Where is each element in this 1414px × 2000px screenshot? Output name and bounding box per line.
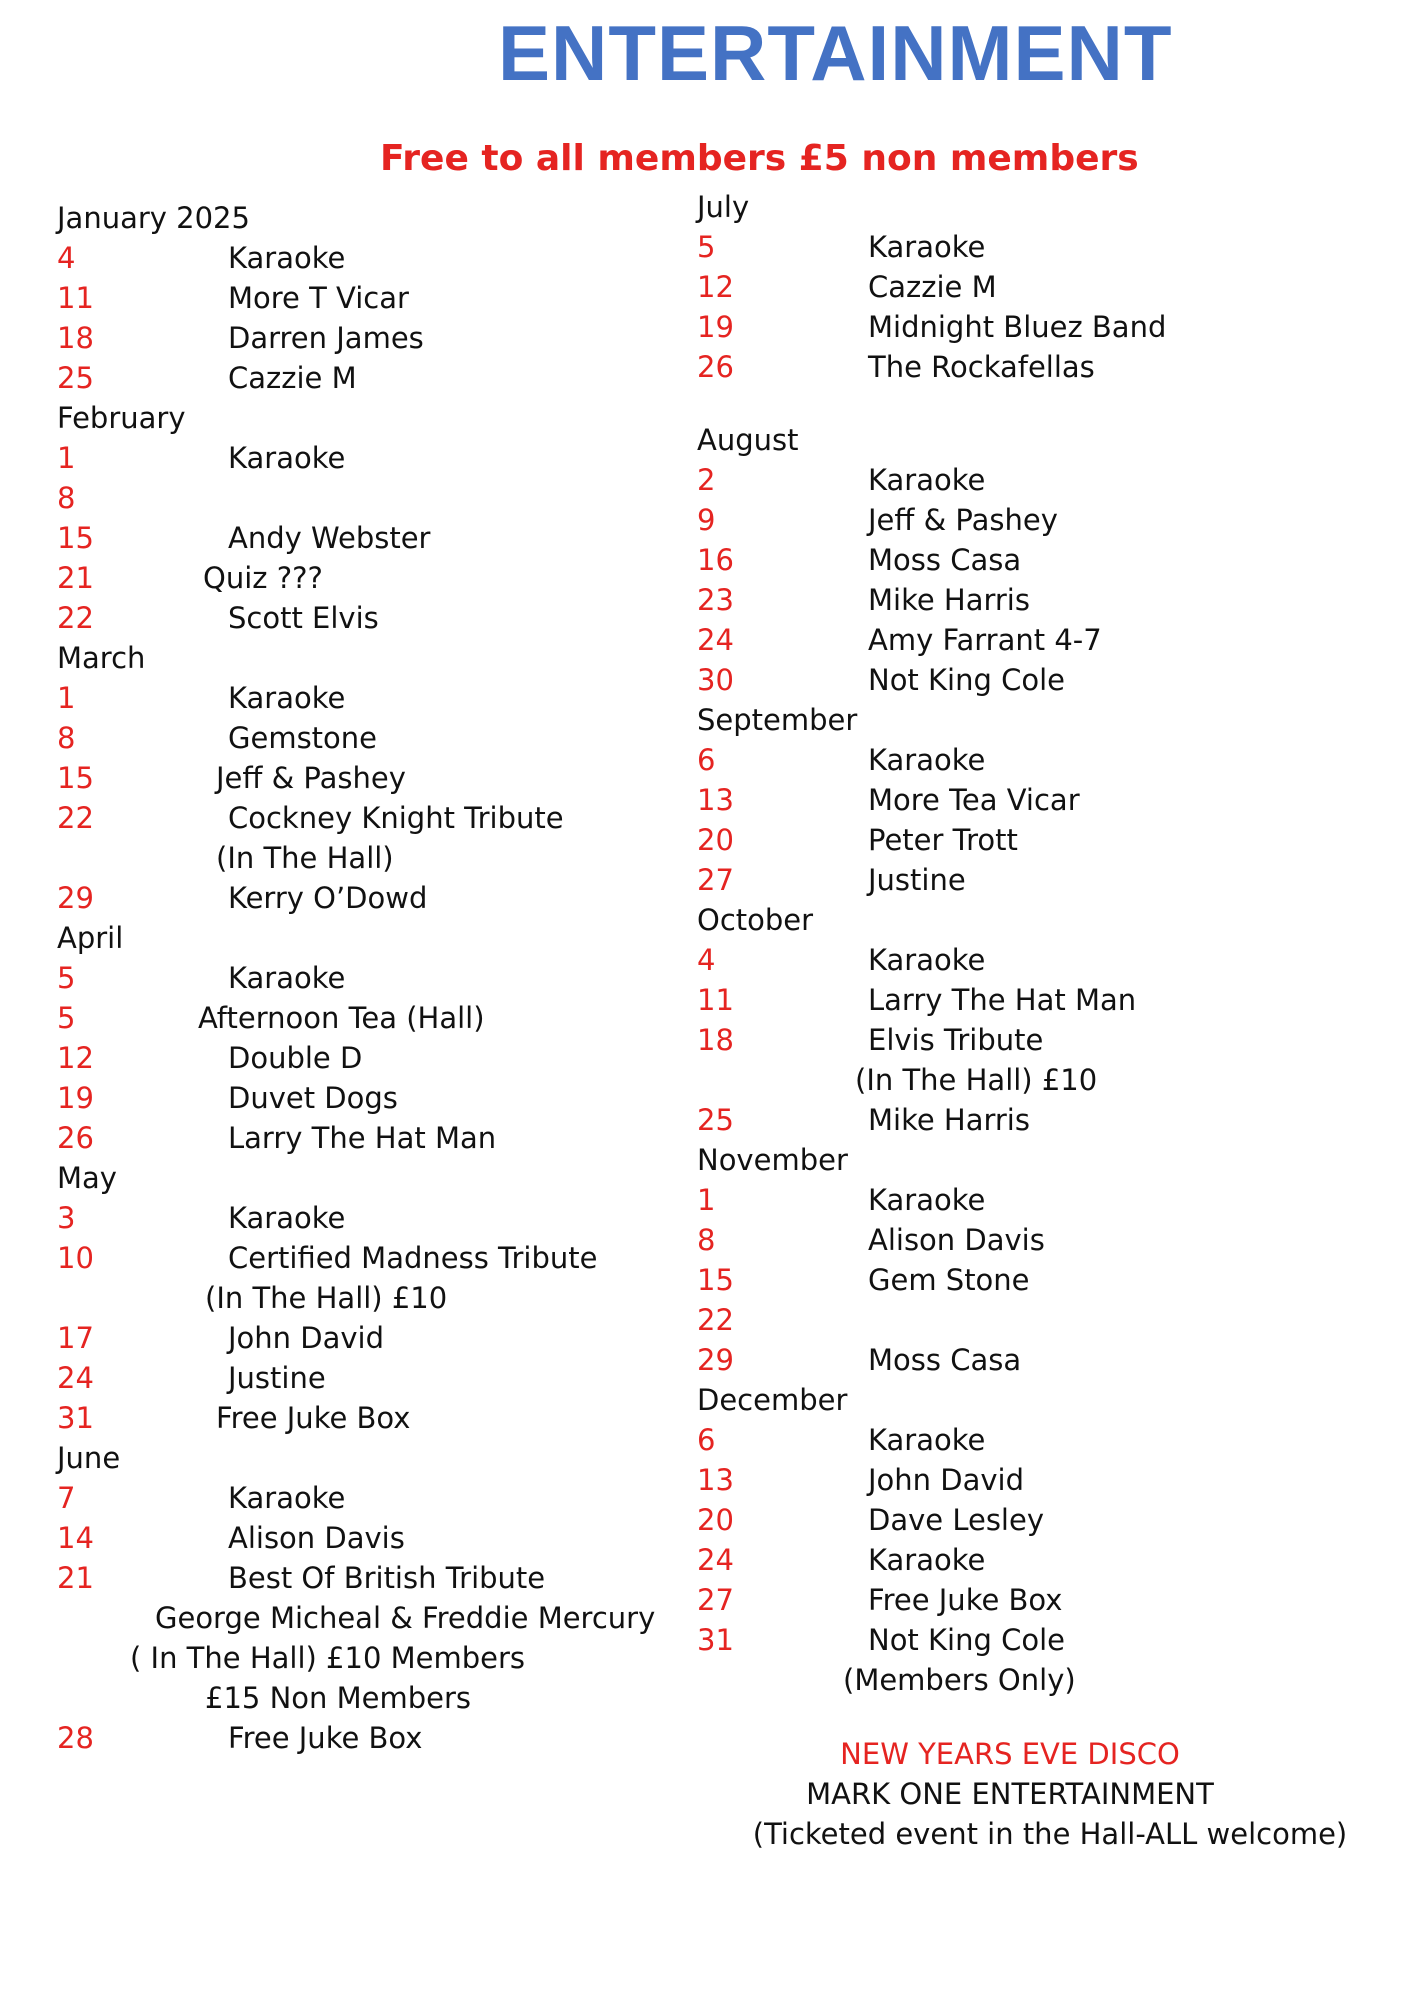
month-heading: August: [697, 423, 799, 457]
event-name: Karaoke: [868, 230, 986, 264]
event-day: 22: [697, 1303, 734, 1337]
event-name: Karaoke: [228, 681, 346, 715]
event-detail: George Micheal & Freddie Mercury: [155, 1601, 656, 1635]
event-day: 29: [57, 881, 94, 915]
event-day: 3: [57, 1201, 76, 1235]
event-day: 7: [57, 1481, 76, 1515]
event-name: Double D: [228, 1041, 363, 1075]
event-detail: £15 Non Members: [205, 1681, 471, 1715]
event-name: Karaoke: [228, 241, 346, 275]
event-day: 8: [57, 481, 76, 515]
event-name: Justine: [228, 1361, 326, 1395]
month-heading: December: [697, 1383, 848, 1417]
event-day: 12: [697, 270, 734, 304]
event-detail: (In The Hall): [216, 841, 394, 875]
event-day: 27: [697, 1583, 734, 1617]
event-name: Cazzie M: [228, 361, 357, 395]
event-name: Karaoke: [868, 463, 986, 497]
event-day: 24: [57, 1361, 94, 1395]
event-name: Not King Cole: [868, 1623, 1065, 1657]
month-heading: June: [57, 1441, 121, 1475]
event-day: 14: [57, 1521, 94, 1555]
event-name: Moss Casa: [868, 543, 1022, 577]
event-day: 8: [697, 1223, 716, 1257]
event-name: Alison Davis: [228, 1521, 405, 1555]
month-heading: May: [57, 1161, 117, 1195]
event-day: 10: [57, 1241, 94, 1275]
event-detail: ( In The Hall) £10 Members: [130, 1641, 526, 1675]
month-heading: March: [57, 641, 146, 675]
page-title: ENTERTAINMENT: [498, 9, 1173, 97]
event-day: 19: [57, 1081, 94, 1115]
event-name: Duvet Dogs: [228, 1081, 398, 1115]
month-heading: April: [57, 921, 124, 955]
event-name: More Tea Vicar: [868, 783, 1080, 817]
event-day: 29: [697, 1343, 734, 1377]
event-name: Karaoke: [228, 441, 346, 475]
event-day: 15: [57, 761, 94, 795]
event-name: Free Juke Box: [228, 1721, 423, 1755]
event-name: Karaoke: [868, 1183, 986, 1217]
event-day: 13: [697, 1463, 734, 1497]
event-name: Afternoon Tea (Hall): [198, 1001, 485, 1035]
event-day: 21: [57, 1561, 94, 1595]
event-day: 28: [57, 1721, 94, 1755]
event-day: 15: [697, 1263, 734, 1297]
event-name: Midnight Bluez Band: [868, 310, 1167, 344]
month-heading: September: [697, 703, 858, 737]
event-name: Kerry O’Dowd: [228, 881, 428, 915]
event-day: 9: [697, 503, 716, 537]
event-name: Cockney Knight Tribute: [228, 801, 564, 835]
event-day: 25: [697, 1103, 734, 1137]
event-day: 4: [697, 943, 716, 977]
event-day: 5: [697, 230, 716, 264]
event-day: 30: [697, 663, 734, 697]
event-name: Karaoke: [228, 961, 346, 995]
event-name: Dave Lesley: [868, 1503, 1044, 1537]
event-name: Gem Stone: [868, 1263, 1030, 1297]
event-day: 11: [57, 281, 94, 315]
event-day: 11: [697, 983, 734, 1017]
event-name: Andy Webster: [228, 521, 431, 555]
event-name: Karaoke: [228, 1201, 346, 1235]
event-name: Free Juke Box: [216, 1401, 411, 1435]
month-heading: January 2025: [57, 201, 250, 235]
event-day: 19: [697, 310, 734, 344]
event-name: Larry The Hat Man: [228, 1121, 497, 1155]
event-day: 18: [57, 321, 94, 355]
event-day: 1: [57, 681, 76, 715]
event-day: 5: [57, 1001, 76, 1035]
event-name: Larry The Hat Man: [868, 983, 1137, 1017]
event-day: 12: [57, 1041, 94, 1075]
event-name: Justine: [868, 863, 966, 897]
footer-line-1: MARK ONE ENTERTAINMENT: [806, 1777, 1214, 1811]
footer-title: NEW YEARS EVE DISCO: [840, 1737, 1180, 1771]
event-name: Free Juke Box: [868, 1583, 1063, 1617]
event-day: 24: [697, 623, 734, 657]
event-name: Gemstone: [228, 721, 378, 755]
event-day: 26: [697, 350, 734, 384]
event-name: John David: [228, 1321, 385, 1355]
event-name: Karaoke: [868, 1543, 986, 1577]
event-name: Amy Farrant 4-7: [868, 623, 1102, 657]
event-name: John David: [868, 1463, 1025, 1497]
event-name: Karaoke: [868, 1423, 986, 1457]
event-day: 31: [697, 1623, 734, 1657]
event-day: 16: [697, 543, 734, 577]
event-day: 2: [697, 463, 716, 497]
event-name: Karaoke: [228, 1481, 346, 1515]
event-day: 6: [697, 1423, 716, 1457]
event-day: 1: [697, 1183, 716, 1217]
event-day: 5: [57, 961, 76, 995]
month-heading: February: [57, 401, 186, 435]
event-detail: (In The Hall) £10: [855, 1063, 1098, 1097]
event-day: 20: [697, 823, 734, 857]
event-name: Jeff & Pashey: [868, 503, 1058, 537]
event-day: 24: [697, 1543, 734, 1577]
event-name: Mike Harris: [868, 583, 1030, 617]
event-day: 25: [57, 361, 94, 395]
event-name: Not King Cole: [868, 663, 1065, 697]
event-name: Scott Elvis: [228, 601, 379, 635]
month-heading: October: [697, 903, 814, 937]
event-day: 15: [57, 521, 94, 555]
event-name: Karaoke: [868, 943, 986, 977]
event-detail: (Members Only): [843, 1663, 1076, 1697]
event-day: 27: [697, 863, 734, 897]
event-day: 22: [57, 801, 94, 835]
event-name: Quiz ???: [203, 561, 323, 595]
month-heading: November: [697, 1143, 848, 1177]
event-day: 21: [57, 561, 94, 595]
event-name: Elvis Tribute: [868, 1023, 1044, 1057]
event-name: Alison Davis: [868, 1223, 1045, 1257]
event-day: 20: [697, 1503, 734, 1537]
event-name: Karaoke: [868, 743, 986, 777]
event-name: Jeff & Pashey: [216, 761, 406, 795]
event-day: 23: [697, 583, 734, 617]
event-day: 17: [57, 1321, 94, 1355]
event-name: Cazzie M: [868, 270, 997, 304]
event-name: Moss Casa: [868, 1343, 1022, 1377]
event-name: Best Of British Tribute: [228, 1561, 546, 1595]
month-heading: July: [697, 190, 750, 224]
event-day: 4: [57, 241, 76, 275]
event-name: Peter Trott: [868, 823, 1018, 857]
event-day: 26: [57, 1121, 94, 1155]
footer-line-2: (Ticketed event in the Hall-ALL welcome): [752, 1817, 1348, 1851]
event-name: Mike Harris: [868, 1103, 1030, 1137]
event-day: 8: [57, 721, 76, 755]
event-day: 13: [697, 783, 734, 817]
event-day: 1: [57, 441, 76, 475]
event-name: More T Vicar: [228, 281, 409, 315]
event-day: 6: [697, 743, 716, 777]
event-name: Darren James: [228, 321, 424, 355]
event-day: 22: [57, 601, 94, 635]
event-name: Certified Madness Tribute: [228, 1241, 598, 1275]
event-day: 31: [57, 1401, 94, 1435]
pricing-subtitle: Free to all members £5 non members: [380, 138, 1139, 179]
event-day: 18: [697, 1023, 734, 1057]
event-detail: (In The Hall) £10: [205, 1281, 448, 1315]
event-name: The Rockafellas: [868, 350, 1095, 384]
